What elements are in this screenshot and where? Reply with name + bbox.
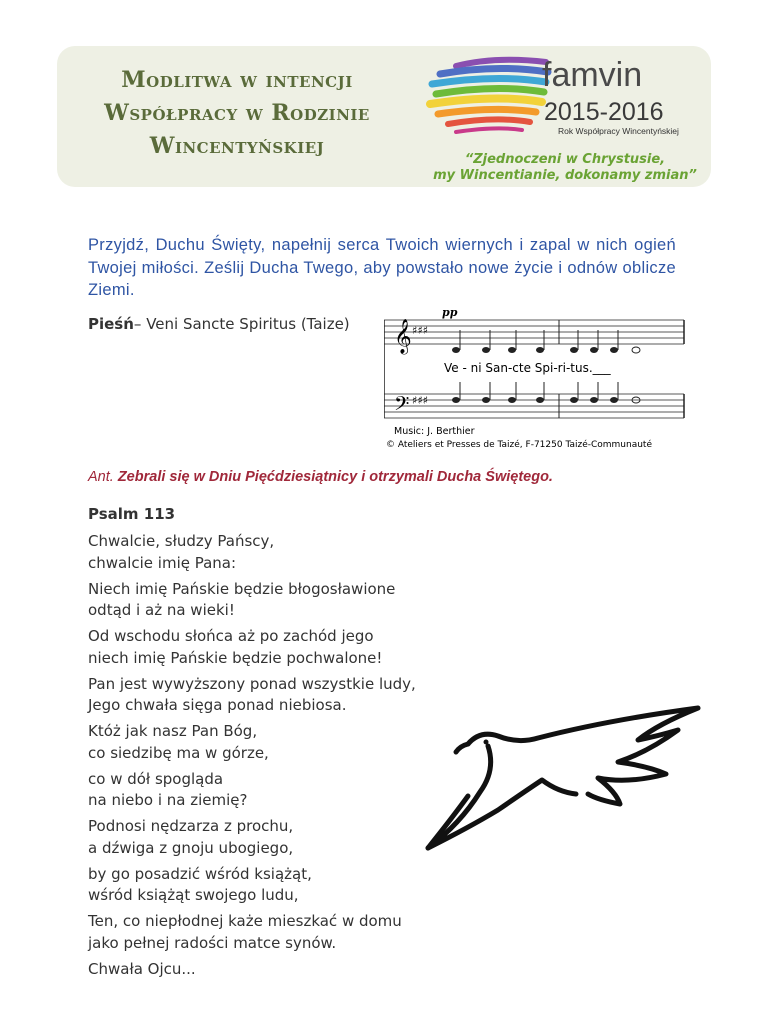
psalm-line: a dźwiga z gnoju ubogiego, bbox=[88, 838, 294, 857]
psalm-line: niech imię Pańskie będzie pochwalone! bbox=[88, 648, 383, 667]
famvin-logo bbox=[426, 52, 696, 138]
treble-clef-icon: 𝄞 bbox=[394, 319, 412, 354]
tagline-line-2: my Wincentianie, dokonamy zmian” bbox=[433, 168, 697, 183]
psalm-stanza bbox=[88, 911, 428, 954]
antiphon-text: Zebrali się w Dniu Pięćdziesiątnicy i otrzymali Ducha Świętego. bbox=[117, 469, 553, 485]
psalm-line: odtąd i aż na wieki! bbox=[88, 601, 235, 619]
psalm-stanza bbox=[88, 864, 428, 907]
psalm-stanza bbox=[88, 674, 428, 717]
title-line-2: Współpracy w Rodzinie bbox=[104, 100, 370, 126]
psalm-line: co w dół spogląda bbox=[88, 769, 224, 788]
score-lyrics: Ve - ni San-cte Spi-ri-tus.___ bbox=[444, 361, 611, 375]
bass-clef-icon: 𝄢 bbox=[394, 392, 410, 420]
psalm-title: Psalm 113 bbox=[88, 505, 176, 523]
music-score bbox=[384, 306, 700, 456]
psalm-line: chwalcie imię Pana: bbox=[88, 553, 237, 572]
dove-icon bbox=[408, 700, 708, 860]
title-line-3: Wincentyńskiej bbox=[149, 133, 325, 159]
psalm-line: Chwalcie, słudzy Pańscy, bbox=[88, 532, 275, 550]
key-signature-icon: ♯♯♯ bbox=[412, 324, 428, 337]
svg-text:♯♯♯: ♯♯♯ bbox=[412, 394, 428, 407]
psalm-line: co siedzibę ma w górze, bbox=[88, 743, 269, 762]
song-line bbox=[88, 315, 350, 333]
psalm-line: wśród książąt swojego ludu, bbox=[88, 886, 299, 904]
page-title bbox=[72, 64, 402, 163]
song-label: Pieśń bbox=[88, 315, 134, 333]
psalm-stanza bbox=[88, 531, 428, 574]
treble-notes bbox=[452, 347, 640, 353]
psalm-line: na niebo i na ziemię? bbox=[88, 791, 248, 809]
tagline-line-1: “Zjednoczeni w Chrystusie, bbox=[464, 152, 666, 167]
psalm-text bbox=[88, 531, 428, 985]
psalm-stanza bbox=[88, 959, 428, 981]
title-line-1: Modlitwa w intencji bbox=[121, 67, 353, 93]
psalm-line: Chwała Ojcu... bbox=[88, 959, 196, 978]
psalm-line: Pan jest wywyższony ponad wszystkie ludy, bbox=[88, 674, 416, 693]
logo-years: 2015-2016 bbox=[544, 98, 664, 126]
psalm-line: Niech imię Pańskie będzie błogosławione bbox=[88, 579, 396, 598]
psalm-stanza bbox=[88, 816, 428, 859]
treble-staff bbox=[384, 320, 684, 344]
psalm-stanza bbox=[88, 579, 428, 622]
tagline bbox=[430, 152, 700, 184]
psalm-line: jako pełnej radości matce synów. bbox=[88, 933, 337, 952]
antiphon bbox=[88, 469, 553, 485]
antiphon-label: Ant. bbox=[88, 469, 114, 485]
intro-prayer: Przyjdź, Duchu Święty, napełnij serca Twoich wiernych i zapal w nich ogień Twojej miłości. Ześlij Ducha Twego, aby powstało nowe życie i odnów oblicze Ziemi. bbox=[88, 236, 676, 299]
dynamic-marking: pp bbox=[442, 306, 458, 319]
psalm-stanza bbox=[88, 626, 428, 669]
score-credit-music: Music: J. Berthier bbox=[394, 426, 475, 437]
psalm-line: Jego chwała sięga ponad niebiosa. bbox=[88, 696, 347, 714]
psalm-line: Od wschodu słońca aż po zachód jego bbox=[88, 627, 374, 645]
psalm-line: Ten, co niepłodnej każe mieszkać w domu bbox=[88, 912, 402, 930]
psalm-stanza bbox=[88, 721, 428, 764]
logo-brand: famvin bbox=[542, 56, 643, 94]
score-credit-publisher: © Ateliers et Presses de Taizé, F-71250 Taizé-Communauté bbox=[386, 440, 652, 450]
song-title: – Veni Sancte Spiritus (Taize) bbox=[133, 315, 350, 333]
rainbow-brush-icon bbox=[430, 60, 548, 132]
logo-subtitle: Rok Współpracy Wincentyńskiej bbox=[558, 126, 679, 136]
psalm-line: Podnosi nędzarza z prochu, bbox=[88, 817, 294, 835]
psalm-line: by go posadzić wśród książąt, bbox=[88, 864, 312, 883]
psalm-stanza bbox=[88, 769, 428, 812]
psalm-line: Któż jak nasz Pan Bóg, bbox=[88, 722, 258, 740]
